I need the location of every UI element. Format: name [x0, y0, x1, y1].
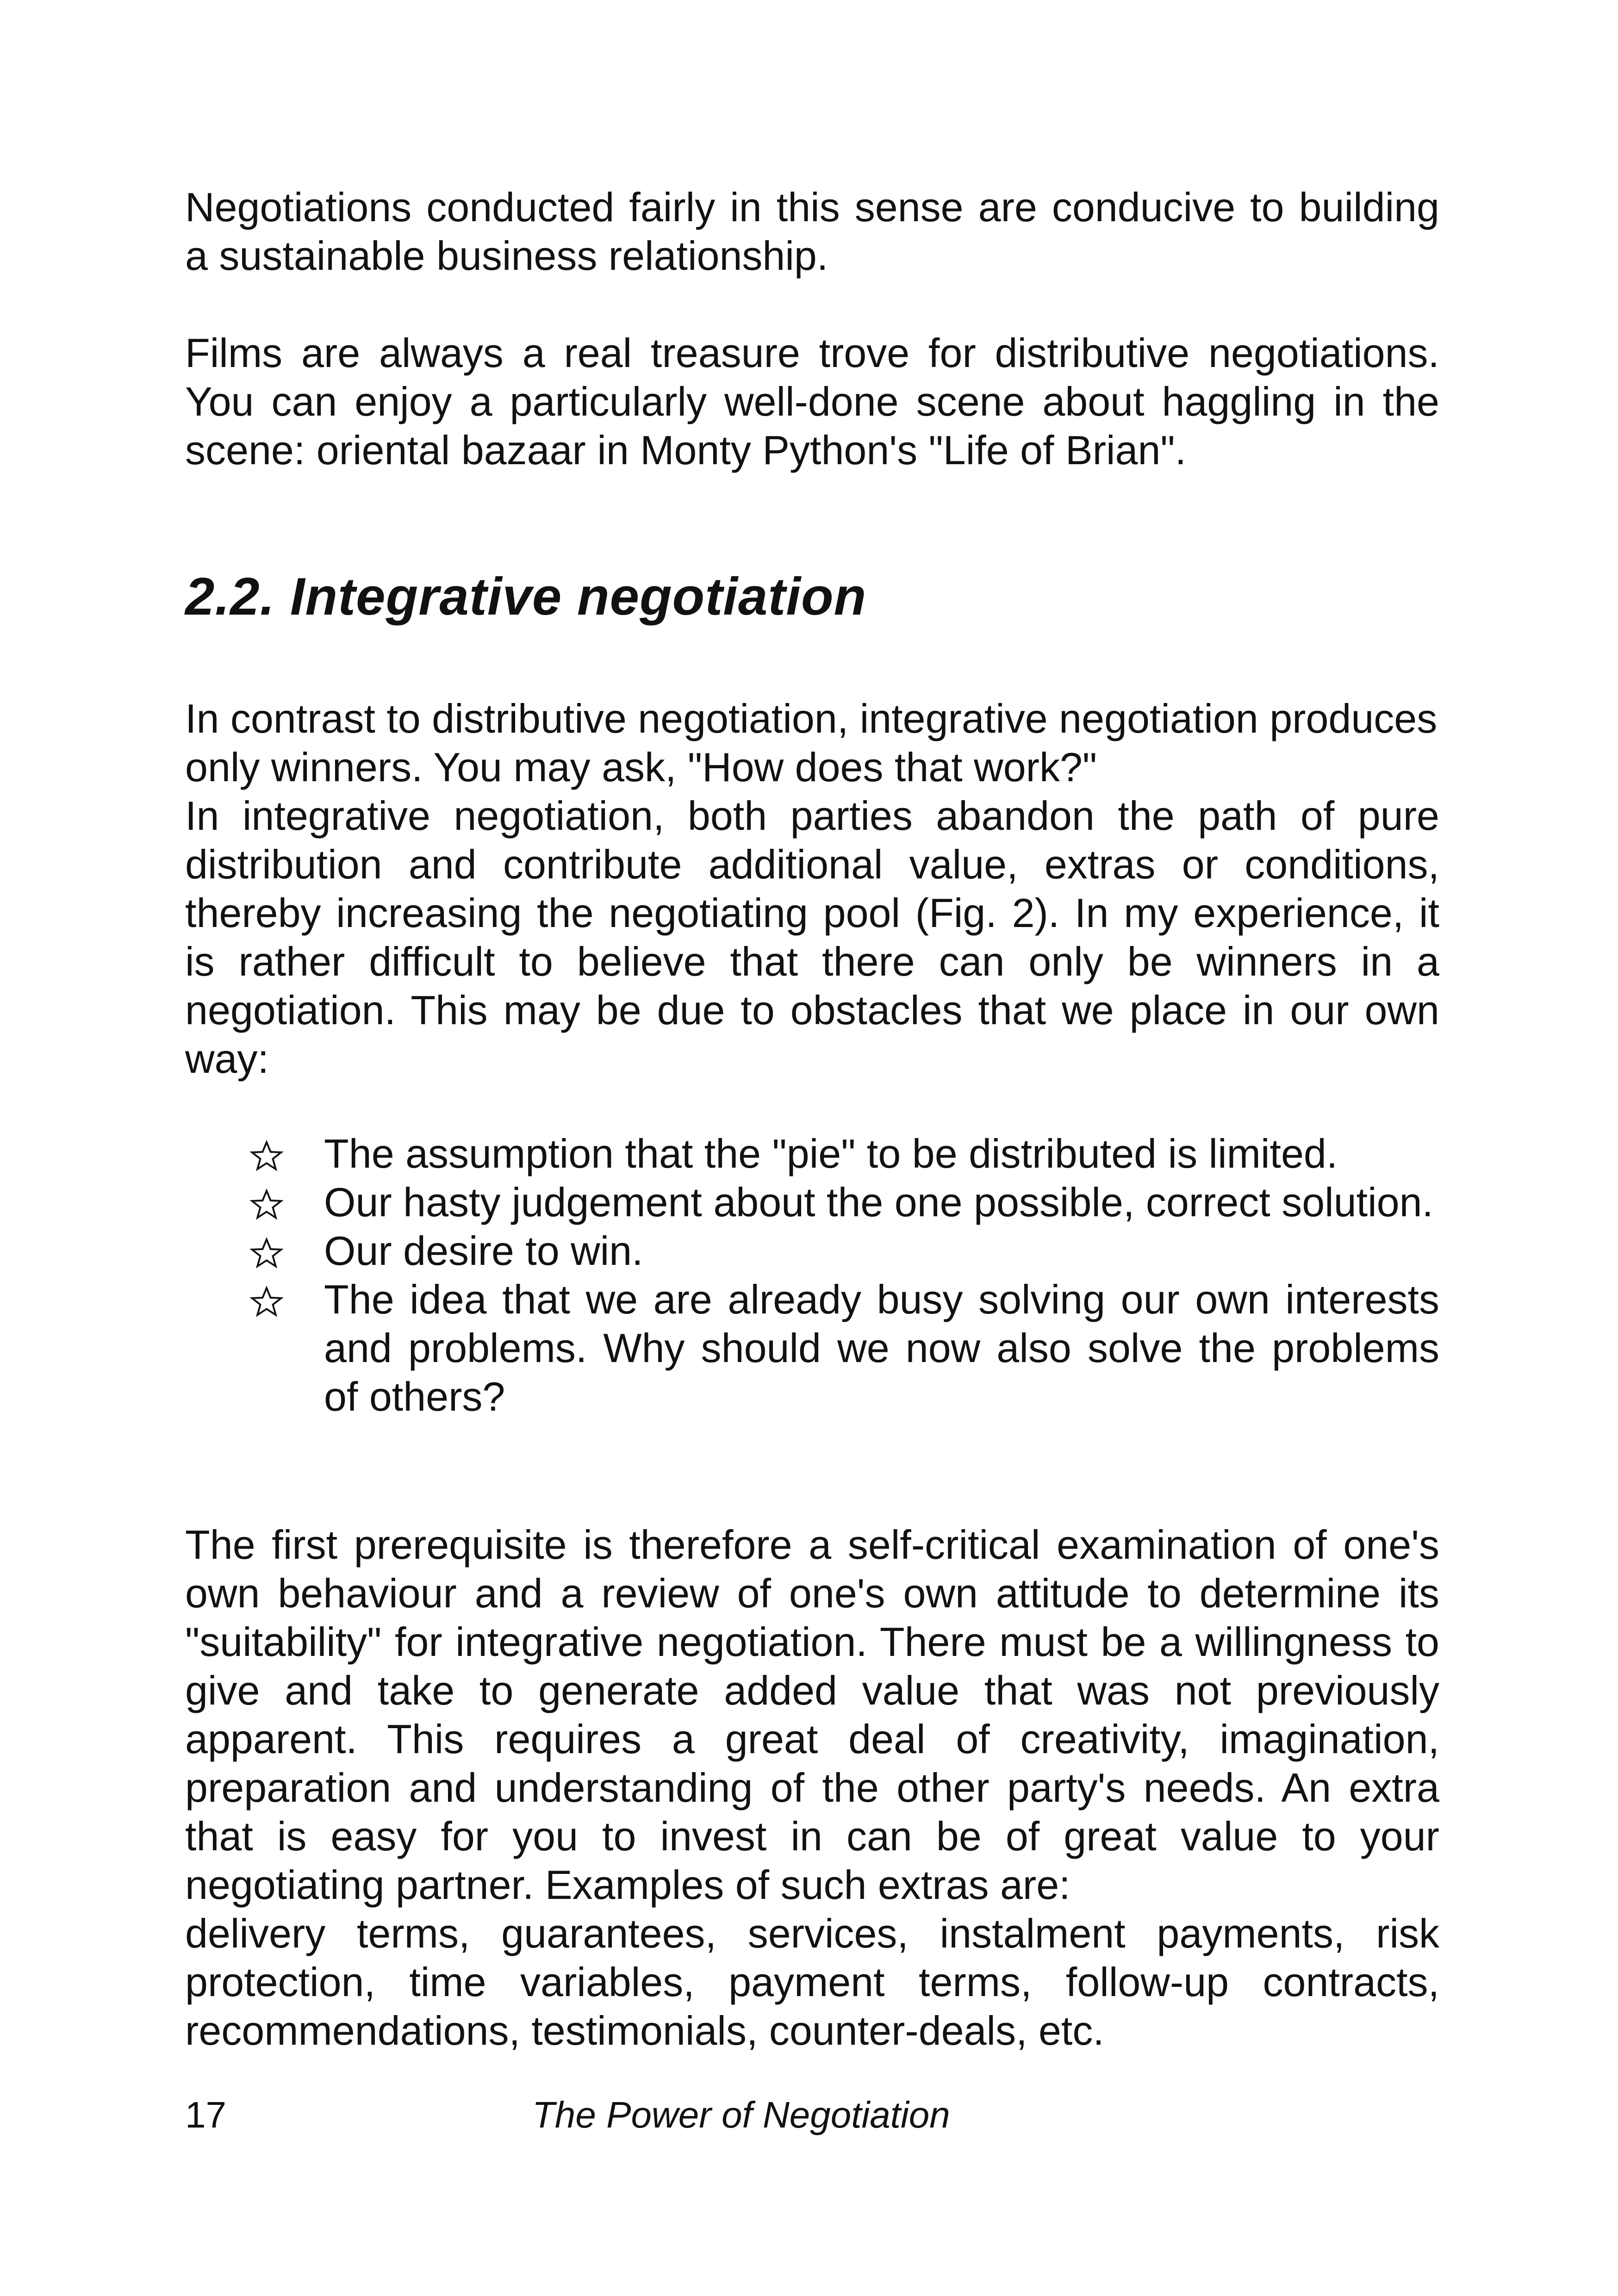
- list-item-text: The assumption that the "pie" to be distributed is limited.: [324, 1131, 1338, 1176]
- paragraph-integrative-intro: [185, 694, 1439, 1083]
- star-outline-icon: [250, 1139, 283, 1173]
- paragraph-integrative-intro-part2: In integrative negotiation, both parties abandon the path of pure distribution and contribute additional value, extras or conditions, thereby increasing the negotiating pool (Fig. 2). In my experience, it is rather difficult to believe that there can only be winners in a negotiation. This may be due to obstacles that we place in our own way:: [185, 793, 1439, 1082]
- paragraph-films: Films are always a real treasure trove for distributive negotiations. You can enjoy a particularly well-done scene about haggling in the scene: oriental bazaar in Monty Python's "Life of Brian".: [185, 330, 1439, 473]
- list-item-text: The idea that we are already busy solving our own interests and problems. Why should we now also solve the problems of others?: [324, 1276, 1439, 1419]
- list-item-text: Our desire to win.: [324, 1228, 643, 1274]
- section-heading: 2.2. Integrative negotiation: [185, 567, 867, 626]
- list-item: [250, 1178, 1439, 1226]
- paragraph-prerequisite: [185, 1520, 1439, 2055]
- page-number: 17: [185, 2094, 226, 2135]
- paragraph-extras-examples: delivery terms, guarantees, services, instalment payments, risk protection, time variables, payment terms, follow-up contracts, recommendations, testimonials, counter-deals, etc.: [185, 1910, 1439, 2053]
- list-item: [250, 1226, 1439, 1275]
- list-item-text: Our hasty judgement about the one possible, correct solution.: [324, 1179, 1433, 1225]
- obstacles-list: [250, 1129, 1439, 1421]
- star-outline-icon: [250, 1188, 283, 1221]
- paragraph-fair-negotiations: Negotiations conducted fairly in this sense are conducive to building a sustainable business relationship.: [185, 184, 1439, 279]
- list-item: [250, 1129, 1439, 1178]
- star-outline-icon: [250, 1285, 283, 1319]
- star-outline-icon: [250, 1237, 283, 1270]
- book-title-footer: The Power of Negotiation: [532, 2094, 950, 2135]
- list-item: [250, 1275, 1439, 1421]
- paragraph-prerequisite-part1: The first prerequisite is therefore a self-critical examination of one's own behaviour and a review of one's own attitude to determine its "suitability" for integrative negotiation. There must be a willingness to give and take to generate added value that was not previously apparent. This requires a great deal of creativity, imagination, preparation and understanding of the other party's needs. An extra that is easy for you to invest in can be of great value to your negotiating partner. Examples of such extras are:: [185, 1522, 1439, 1908]
- paragraph-integrative-intro-part1: In contrast to distributive negotiation, integrative negotiation produces only winners. You may ask, "How does that work?": [185, 696, 1438, 790]
